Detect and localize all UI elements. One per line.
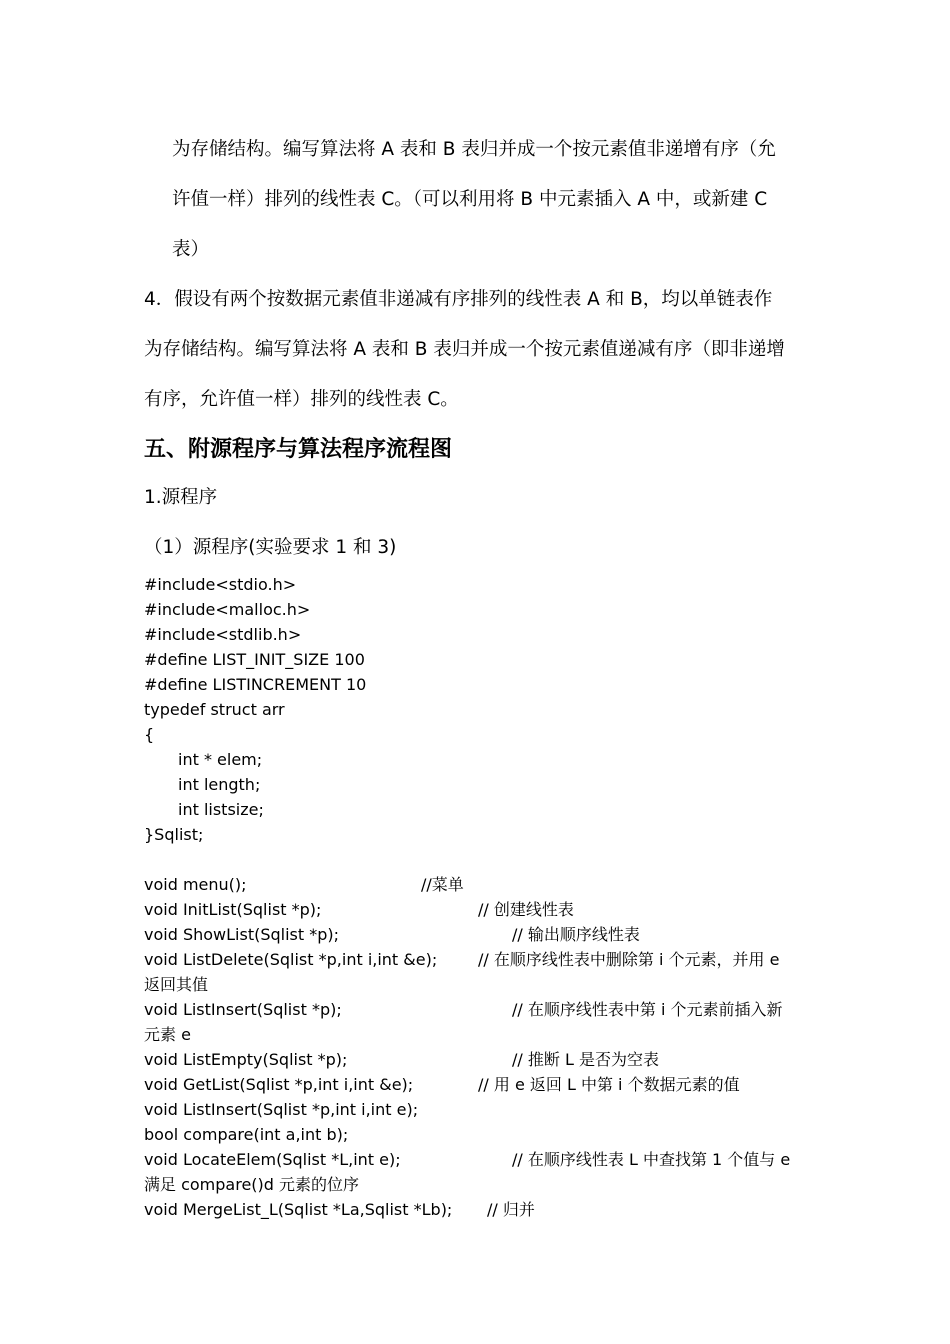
code-line: void LocateElem(Sqlist *L,int e); <box>144 1150 401 1169</box>
paragraph-line: 许值一样）排列的线性表 C。（可以利用将 B 中元素插入 A 中，或新建 C <box>172 189 768 210</box>
code-line: { <box>144 725 155 744</box>
code-line: void MergeList_L(Sqlist *La,Sqlist *Lb); <box>144 1200 453 1219</box>
paragraph-line: 4．假设有两个按数据元素值非递减有序排列的线性表 A 和 B，均以单链表作 <box>144 289 773 310</box>
code-line: #define LISTINCREMENT 10 <box>144 675 367 694</box>
code-line: 元素 e <box>144 1025 191 1044</box>
code-line: void menu(); <box>144 875 247 894</box>
code-line: 满足 compare()d 元素的位序 <box>144 1175 360 1194</box>
code-comment: // 推断 L 是否为空表 <box>512 1050 659 1069</box>
code-line: #define LIST_INIT_SIZE 100 <box>144 650 365 669</box>
code-line: #include<malloc.h> <box>144 600 311 619</box>
paragraph-line: 表） <box>172 239 210 260</box>
code-comment: // 用 e 返回 L 中第 i 个数据元素的值 <box>478 1075 740 1094</box>
subheading: 1.源程序 <box>144 487 218 508</box>
paragraph-line: 为存储结构。编写算法将 A 表和 B 表归并成一个按元素值非递增有序（允 <box>172 139 776 160</box>
code-comment: // 在顺序线性表中删除第 i 个元素，并用 e <box>478 950 780 969</box>
paragraph-line: 为存储结构。编写算法将 A 表和 B 表归并成一个按元素值递减有序（即非递增 <box>144 339 785 360</box>
code-line: void InitList(Sqlist *p); <box>144 900 322 919</box>
code-line: }Sqlist; <box>144 825 204 844</box>
code-line: void ListInsert(Sqlist *p); <box>144 1000 342 1019</box>
section-heading: 五、附源程序与算法程序流程图 <box>144 437 453 462</box>
code-line: void ListDelete(Sqlist *p,int i,int &e); <box>144 950 438 969</box>
code-line: #include<stdlib.h> <box>144 625 302 644</box>
code-comment: // 输出顺序线性表 <box>512 925 640 944</box>
code-comment: //菜单 <box>421 875 464 894</box>
paragraph-line: 有序，允许值一样）排列的线性表 C。 <box>144 389 459 410</box>
code-comment: // 归并 <box>487 1200 535 1219</box>
code-line: int length; <box>178 775 261 794</box>
code-line: #include<stdio.h> <box>144 575 297 594</box>
code-comment: // 在顺序线性表 L 中查找第 1 个值与 e <box>512 1150 791 1169</box>
code-line: bool compare(int a,int b); <box>144 1125 349 1144</box>
code-line: 返回其值 <box>144 975 209 994</box>
code-comment: // 在顺序线性表中第 i 个元素前插入新 <box>512 1000 783 1019</box>
code-line: int listsize; <box>178 800 264 819</box>
code-line: void ShowList(Sqlist *p); <box>144 925 340 944</box>
subheading: （1）源程序(实验要求 1 和 3) <box>144 537 397 558</box>
code-line: void ListInsert(Sqlist *p,int i,int e); <box>144 1100 419 1119</box>
code-comment: // 创建线性表 <box>478 900 574 919</box>
code-line: typedef struct arr <box>144 700 285 719</box>
code-line: void GetList(Sqlist *p,int i,int &e); <box>144 1075 414 1094</box>
code-line: int * elem; <box>178 750 263 769</box>
code-line: void ListEmpty(Sqlist *p); <box>144 1050 348 1069</box>
